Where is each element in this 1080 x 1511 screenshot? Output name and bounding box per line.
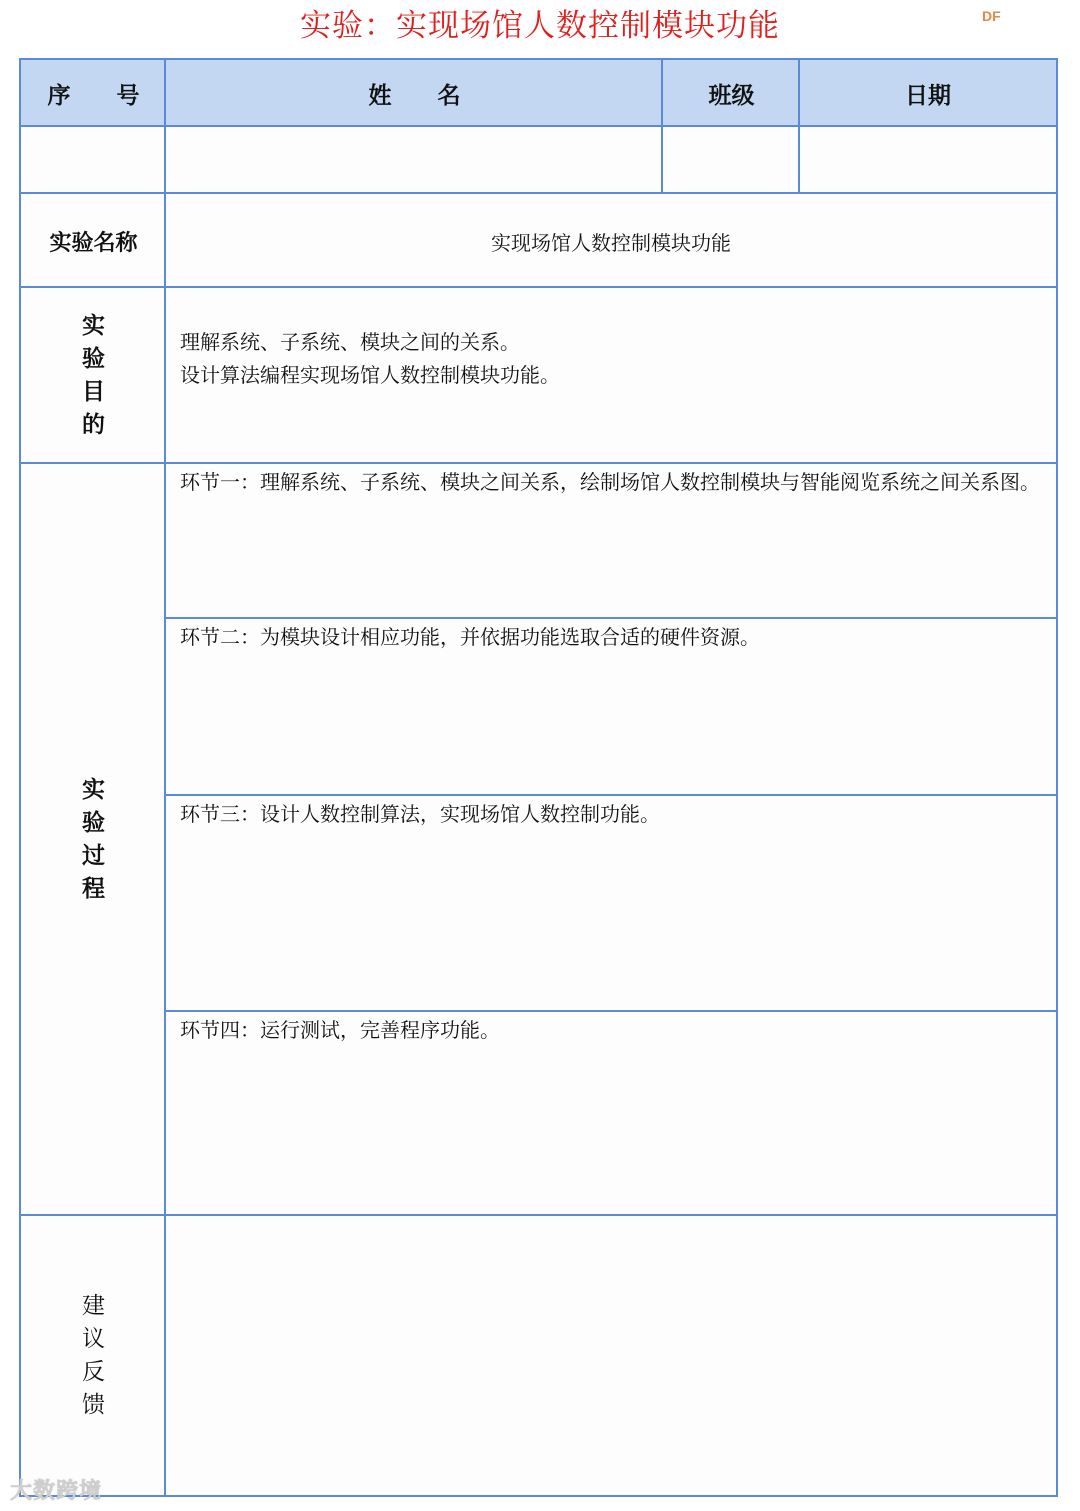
divider: [21, 286, 1056, 288]
feedback-label-char: 议: [82, 1325, 105, 1352]
divider: [166, 794, 1056, 796]
purpose-label-char: 的: [82, 412, 105, 438]
header-class-label: 班级: [708, 82, 755, 109]
purpose-label-char: 实: [82, 313, 105, 339]
process-step-3[interactable]: [166, 796, 1056, 1012]
divider: [21, 1214, 1056, 1216]
purpose-line: 设计算法编程实现场馆人数控制模块功能。: [180, 363, 560, 387]
date-field[interactable]: [800, 126, 1056, 194]
divider: [164, 60, 166, 1495]
feedback-field[interactable]: [166, 1216, 1056, 1495]
document-title: 实验：实现场馆人数控制模块功能: [300, 8, 780, 44]
header-seq-label: 序 号: [47, 82, 140, 109]
purpose-label-char: 目: [82, 379, 105, 405]
process-label-char: 实: [82, 777, 105, 803]
feedback-label-cell: [21, 1216, 166, 1495]
header-class: [663, 60, 800, 126]
feedback-label: [21, 1216, 166, 1495]
seq-field[interactable]: [21, 126, 166, 194]
process-step-text: 环节一：理解系统、子系统、模块之间关系，绘制场馆人数控制模块与智能阅览系统之间关系图。: [180, 470, 1040, 494]
class-field[interactable]: [663, 126, 800, 194]
header-name: [166, 60, 663, 126]
purpose-line: 理解系统、子系统、模块之间的关系。: [180, 330, 520, 354]
process-step-text: 环节二：为模块设计相应功能，并依据功能选取合适的硬件资源。: [180, 625, 760, 649]
process-step-text: 环节三：设计人数控制算法，实现场馆人数控制功能。: [180, 802, 660, 826]
watermark-df: DF: [982, 8, 1001, 24]
purpose-label: [21, 288, 166, 464]
experiment-form-table: [19, 58, 1058, 1497]
divider: [21, 125, 1056, 127]
experiment-name-value-cell: [166, 194, 1056, 288]
header-date: [800, 60, 1056, 126]
name-field[interactable]: [166, 126, 663, 194]
feedback-label-char: 馈: [82, 1391, 105, 1418]
divider: [661, 60, 663, 194]
purpose-label-cell: [21, 288, 166, 464]
feedback-label-char: 建: [82, 1292, 105, 1319]
divider: [798, 60, 800, 194]
purpose-label-char: 验: [82, 346, 105, 372]
header-name-label: 姓 名: [368, 82, 461, 109]
experiment-name-label-cell: [21, 194, 166, 288]
feedback-label-char: 反: [82, 1358, 105, 1385]
process-step-4[interactable]: [166, 1012, 1056, 1216]
divider: [21, 192, 1056, 194]
process-label-char: 过: [82, 843, 105, 869]
experiment-name-value: 实现场馆人数控制模块功能: [491, 230, 731, 255]
process-step-text: 环节四：运行测试，完善程序功能。: [180, 1018, 500, 1042]
process-label-char: 验: [82, 810, 105, 836]
process-label-cell: [21, 464, 166, 1216]
process-label-char: 程: [82, 876, 105, 902]
header-seq: [21, 60, 166, 126]
process-step-1[interactable]: [166, 464, 1056, 619]
divider: [166, 1010, 1056, 1012]
purpose-content: [166, 326, 1056, 392]
divider: [21, 462, 1056, 464]
header-date-label: 日期: [905, 82, 951, 109]
watermark-logo: 大数跨境: [10, 1479, 103, 1504]
divider: [166, 617, 1056, 619]
experiment-name-label: 实验名称: [49, 230, 138, 256]
process-step-2[interactable]: [166, 619, 1056, 796]
process-label: [21, 464, 166, 1216]
